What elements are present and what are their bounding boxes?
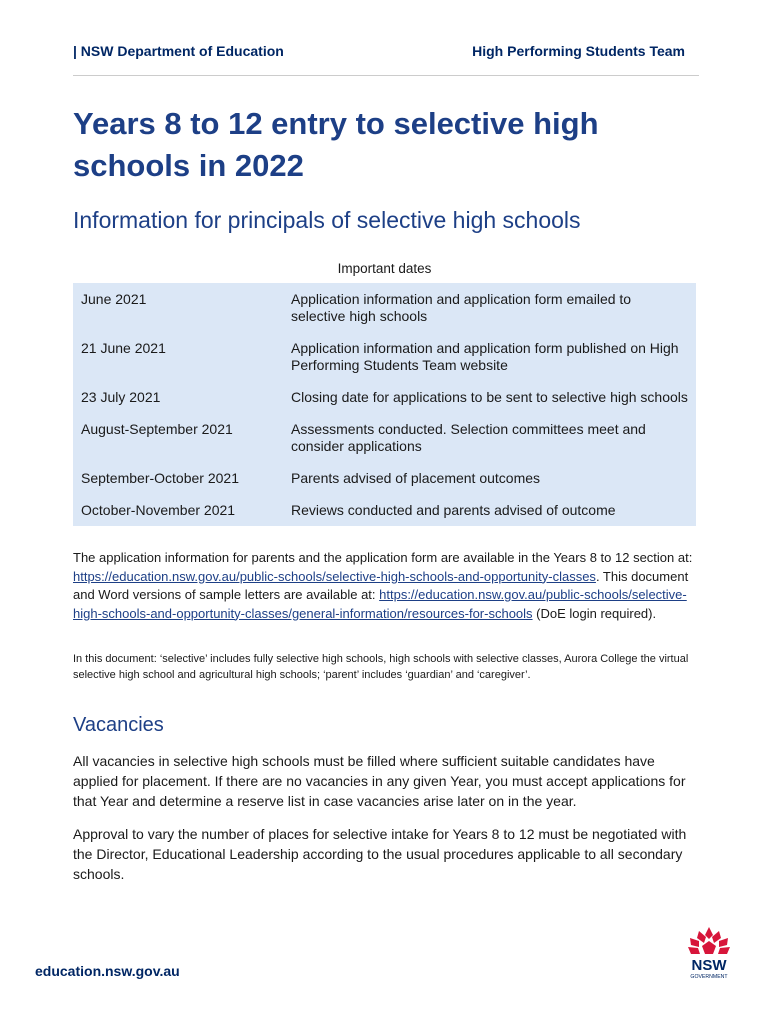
- resources-link[interactable]: https://education.nsw.gov.au/public-schools/selective-high-schools-and-opportunity-classes/general-information/resources-for-schools: [73, 587, 687, 621]
- table-row: [73, 332, 696, 381]
- definitions-block: [73, 651, 693, 683]
- table-row: [73, 413, 696, 462]
- vacancies-section: [73, 714, 693, 884]
- intro-text-3: (DoE login required).: [532, 605, 657, 621]
- years-8-12-link[interactable]: https://education.nsw.gov.au/public-schools/selective-high-schools-and-opportunity-classes: [73, 568, 596, 584]
- team-name: High Performing Students Team: [472, 43, 685, 59]
- vacancies-paragraph-1: All vacancies in selective high schools must be filled where sufficient suitable candidates have applied for placement. If there are no vacancies in any given Year, you must accept applications for that Year and determine a reserve list in case vacancies arise later on in the year.: [73, 753, 686, 809]
- event-cell: Reviews conducted and parents advised of outcome: [291, 502, 616, 518]
- intro-text-2: . This document and Word versions of sample letters are available at:: [73, 568, 689, 602]
- date-cell: 21 June 2021: [81, 340, 166, 356]
- date-cell: 23 July 2021: [81, 389, 161, 405]
- footer-url[interactable]: education.nsw.gov.au: [35, 963, 180, 979]
- date-cell: October-November 2021: [81, 502, 236, 518]
- table-row: [73, 381, 696, 413]
- page-subtitle: Information for principals of selective high schools: [73, 207, 581, 233]
- waratah-icon: [688, 927, 730, 954]
- vacancies-paragraph-2: Approval to vary the number of places for selective intake for Years 8 to 12 must be negotiated with the Director, Educational Leadership according to the usual procedures applicable to all secondary schools.: [73, 826, 687, 882]
- page-title: Years 8 to 12 entry to selective high schools in 2022: [73, 106, 599, 183]
- definitions-paragraph: In this document: ‘selective’ includes fully selective high schools, high schools with selective classes, Aurora College the virtual selective high school and agricultural high schools; ‘parent’ includes ‘guardian’ and ‘caregiver’.: [73, 653, 689, 681]
- event-cell: Application information and application form emailed to selective high schools: [291, 291, 632, 324]
- table-row: [73, 462, 696, 494]
- important-dates-table: [73, 283, 696, 526]
- intro-paragraph: [73, 549, 693, 623]
- event-cell: Assessments conducted. Selection committees meet and consider applications: [291, 421, 646, 454]
- event-cell: Parents advised of placement outcomes: [291, 470, 541, 486]
- nsw-government-logo-icon: [679, 925, 739, 985]
- table-caption: Important dates: [337, 261, 432, 276]
- vacancies-heading: Vacancies: [73, 714, 164, 736]
- logo-wordmark: NSW: [691, 957, 727, 974]
- date-cell: August-September 2021: [81, 421, 233, 437]
- table-row: [73, 283, 696, 332]
- event-cell: Application information and application form published on High Performing Students Team website: [291, 340, 679, 373]
- event-cell: Closing date for applications to be sent to selective high schools: [291, 389, 688, 405]
- table-row: [73, 494, 696, 526]
- intro-paragraph-block: [73, 549, 693, 623]
- intro-text-1: The application information for parents and the application form are available in the Years 8 to 12 section at:: [73, 550, 693, 565]
- date-cell: September-October 2021: [81, 470, 239, 486]
- logo-subtext: GOVERNMENT: [690, 974, 728, 980]
- page-header: [73, 43, 685, 65]
- header-divider: [73, 75, 699, 76]
- department-name: | NSW Department of Education: [73, 43, 284, 59]
- date-cell: June 2021: [81, 291, 147, 307]
